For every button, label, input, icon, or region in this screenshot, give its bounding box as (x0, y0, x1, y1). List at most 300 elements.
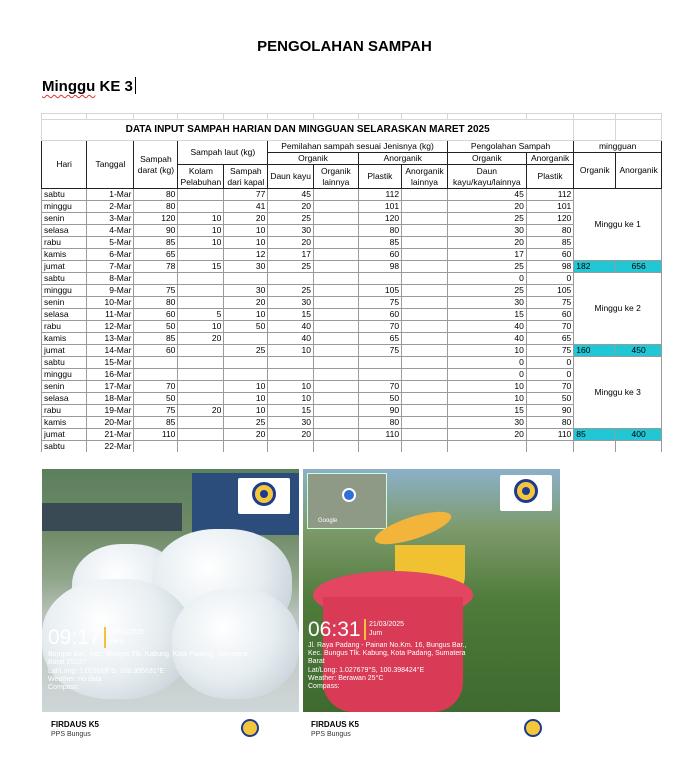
cell-p-org: 25 (447, 213, 526, 225)
cell-kapal (224, 369, 268, 381)
cell-plastik: 105 (358, 285, 401, 297)
cell-kolam (178, 357, 224, 369)
table-row (42, 189, 662, 201)
cell-daun: 20 (268, 201, 314, 213)
cell-kolam: 10 (178, 321, 224, 333)
cell-empty (574, 441, 616, 453)
cell-org-lain (313, 333, 358, 345)
cell-kolam: 10 (178, 225, 224, 237)
waste-table (41, 113, 662, 452)
cell-plastik: 98 (358, 261, 401, 273)
cell-tgl: 19-Mar (87, 405, 134, 417)
cell-p-org: 15 (447, 309, 526, 321)
cell-kolam (178, 429, 224, 441)
cell-hari: sabtu (42, 189, 87, 201)
cell-p-anorg: 110 (526, 429, 573, 441)
cell-kapal: 20 (224, 213, 268, 225)
cell-hari: rabu (42, 405, 87, 417)
cell-hari: sabtu (42, 441, 87, 453)
cell-plastik (358, 369, 401, 381)
cell-hari: selasa (42, 309, 87, 321)
cell-org-lain (313, 321, 358, 333)
photo-datebox (109, 628, 144, 646)
cell-tgl: 13-Mar (87, 333, 134, 345)
cell-tgl: 20-Mar (87, 417, 134, 429)
week-heading-rest: KE 3 (95, 78, 133, 95)
cell-kapal: 10 (224, 381, 268, 393)
cell-plastik: 90 (358, 405, 401, 417)
cell-p-org: 0 (447, 369, 526, 381)
cell-org-lain (313, 405, 358, 417)
cell-kapal: 30 (224, 285, 268, 297)
header-sampah-laut: Sampah laut (kg) (178, 141, 268, 165)
cell-tgl: 2-Mar (87, 201, 134, 213)
cell-plastik: 75 (358, 297, 401, 309)
cell-p-anorg: 0 (526, 369, 573, 381)
cell-p-org: 10 (447, 381, 526, 393)
text-cursor (135, 77, 136, 94)
cell-kolam (178, 297, 224, 309)
cell-darat: 120 (134, 213, 178, 225)
cell-p-org: 40 (447, 321, 526, 333)
cell-daun (268, 273, 314, 285)
week-organik-total: 182 (574, 261, 616, 273)
map-pin-icon (342, 488, 356, 502)
spreadsheet-image (41, 113, 662, 452)
cell-org-lain (313, 273, 358, 285)
cell-tgl: 5-Mar (87, 237, 134, 249)
divider-bar (104, 627, 106, 648)
cell-hari: kamis (42, 417, 87, 429)
cell-darat: 60 (134, 345, 178, 357)
table-row (42, 357, 662, 369)
table-row (42, 213, 662, 225)
cell-anorg-lain (402, 369, 448, 381)
cell-tgl: 11-Mar (87, 309, 134, 321)
cell-tgl: 3-Mar (87, 213, 134, 225)
header-organik: Organik (268, 153, 358, 165)
cell-daun: 10 (268, 381, 314, 393)
week-label: Minggu ke 2 (574, 273, 662, 345)
cell-p-anorg: 0 (526, 357, 573, 369)
cell-daun: 15 (268, 405, 314, 417)
cell-p-org: 25 (447, 285, 526, 297)
cell-tgl: 6-Mar (87, 249, 134, 261)
cell-hari: senin (42, 213, 87, 225)
cell-kolam (178, 441, 224, 453)
cell-plastik: 101 (358, 201, 401, 213)
table-banner: DATA INPUT SAMPAH HARIAN DAN MINGGUAN SELARASKAN MARET 2025 (42, 120, 574, 141)
cell-p-org: 20 (447, 201, 526, 213)
cell-p-org: 0 (447, 357, 526, 369)
cell-anorg-lain (402, 261, 448, 273)
photo-date: 20/03/2025 (109, 629, 145, 636)
table-row (42, 369, 662, 381)
cell-p-anorg (526, 441, 573, 453)
header-pengolahan: Pengolahan Sampah (447, 141, 573, 153)
cell-plastik: 50 (358, 393, 401, 405)
cell-anorg-lain (402, 417, 448, 429)
week-heading-word: Minggu (42, 78, 96, 95)
cell-daun: 40 (268, 333, 314, 345)
photo-info (48, 651, 248, 692)
cell-kolam: 10 (178, 237, 224, 249)
cell-kapal: 41 (224, 201, 268, 213)
cell-anorg-lain (402, 381, 448, 393)
header-kapal: Sampah dari kapal (224, 165, 268, 189)
cell-daun: 30 (268, 297, 314, 309)
cell-tgl: 22-Mar (87, 441, 134, 453)
cell-kapal: 10 (224, 405, 268, 417)
cell-plastik: 110 (358, 429, 401, 441)
footer-logo-icon (520, 718, 546, 738)
cell-kolam (178, 249, 224, 261)
cell-darat (134, 369, 178, 381)
cell-tgl: 8-Mar (87, 273, 134, 285)
cell-anorg-lain (402, 357, 448, 369)
cell-darat: 70 (134, 381, 178, 393)
cell-tgl: 10-Mar (87, 297, 134, 309)
cell-kolam (178, 345, 224, 357)
cell-tgl: 21-Mar (87, 429, 134, 441)
cell-p-org: 30 (447, 417, 526, 429)
cell-p-org: 17 (447, 249, 526, 261)
photo-compass: Compass: (308, 683, 340, 690)
header-p-anorganik: Anorganik (526, 153, 573, 165)
cell-kolam (178, 381, 224, 393)
cell-hari: selasa (42, 393, 87, 405)
header-anorganik-lainnya: Anorganik lainnya (402, 165, 448, 189)
cell-p-org: 15 (447, 405, 526, 417)
cell-tgl: 17-Mar (87, 381, 134, 393)
cell-kolam (178, 273, 224, 285)
divider-bar (364, 619, 366, 640)
cell-daun: 15 (268, 309, 314, 321)
cell-anorg-lain (402, 201, 448, 213)
cell-darat: 80 (134, 297, 178, 309)
cell-tgl: 18-Mar (87, 393, 134, 405)
ministry-logo-icon (500, 475, 552, 511)
cell-p-org: 45 (447, 189, 526, 201)
cell-kapal: 10 (224, 237, 268, 249)
cell-hari: jumat (42, 429, 87, 441)
table-row (42, 297, 662, 309)
cell-kapal: 25 (224, 345, 268, 357)
cell-anorg-lain (402, 213, 448, 225)
cell-p-anorg: 75 (526, 345, 573, 357)
cell-tgl: 14-Mar (87, 345, 134, 357)
photo-time: 09:17 (48, 626, 101, 649)
cell-plastik: 60 (358, 309, 401, 321)
week-anorganik-total: 656 (616, 261, 662, 273)
cell-daun: 17 (268, 249, 314, 261)
cell-p-anorg: 80 (526, 417, 573, 429)
cell-daun: 10 (268, 393, 314, 405)
cell-hari: minggu (42, 285, 87, 297)
cell-p-anorg: 101 (526, 201, 573, 213)
cell-p-org: 10 (447, 393, 526, 405)
cell-hari: sabtu (42, 357, 87, 369)
cell-darat: 50 (134, 321, 178, 333)
header-anorganik: Anorganik (358, 153, 447, 165)
header-plastik: Plastik (358, 165, 401, 189)
cell-darat: 78 (134, 261, 178, 273)
footer-name-2: FIRDAUS K5 (311, 720, 360, 729)
cell-darat: 110 (134, 429, 178, 441)
cell-hari: jumat (42, 261, 87, 273)
cell-p-anorg: 70 (526, 381, 573, 393)
table-row (42, 381, 662, 393)
cell-plastik: 112 (358, 189, 401, 201)
page-title: PENGOLAHAN SAMPAH (257, 38, 432, 55)
map-thumbnail (307, 473, 387, 529)
header-tanggal: Tanggal (87, 141, 134, 189)
header-p-plastik: Plastik (526, 165, 573, 189)
cell-hari: jumat (42, 345, 87, 357)
cell-daun: 45 (268, 189, 314, 201)
cell-kolam: 5 (178, 309, 224, 321)
cell-daun (268, 441, 314, 453)
table-row (42, 441, 662, 453)
cell-kolam (178, 201, 224, 213)
cell-plastik: 60 (358, 249, 401, 261)
cell-org-lain (313, 189, 358, 201)
cell-p-anorg: 50 (526, 393, 573, 405)
table-row (42, 333, 662, 345)
cell-empty (616, 441, 662, 453)
cell-tgl: 15-Mar (87, 357, 134, 369)
photo-weather: Weather: Berawan 25°C (308, 675, 384, 682)
cell-darat (134, 441, 178, 453)
photo-datebox (369, 620, 404, 638)
cell-p-anorg: 112 (526, 189, 573, 201)
cell-tgl: 9-Mar (87, 285, 134, 297)
header-mingguan: mingguan (574, 141, 662, 153)
week-organik-total: 160 (574, 345, 616, 357)
cell-hari: rabu (42, 237, 87, 249)
cell-darat: 80 (134, 189, 178, 201)
table-row (42, 393, 662, 405)
photo-address: Bungus Bar., Kec. Bungus Tlk. Kabung, Kota Padang, Sumatera Barat 25227 (48, 651, 248, 666)
cell-anorg-lain (402, 345, 448, 357)
cell-org-lain (313, 393, 358, 405)
header-m-organik: Organik (574, 153, 616, 189)
cell-kolam: 20 (178, 333, 224, 345)
cell-kapal: 77 (224, 189, 268, 201)
cell-daun: 10 (268, 345, 314, 357)
cell-anorg-lain (402, 225, 448, 237)
photo-date: 21/03/2025 (369, 621, 405, 628)
cell-hari: selasa (42, 225, 87, 237)
cell-anorg-lain (402, 321, 448, 333)
week-label: Minggu ke 3 (574, 357, 662, 429)
cell-p-org: 30 (447, 297, 526, 309)
photo-time: 06:31 (308, 618, 361, 641)
cell-p-anorg: 75 (526, 297, 573, 309)
cell-plastik (358, 273, 401, 285)
cell-kapal (224, 273, 268, 285)
cell-darat: 65 (134, 249, 178, 261)
week-label: Minggu ke 1 (574, 189, 662, 261)
table-row (42, 237, 662, 249)
week-organik-total: 85 (574, 429, 616, 441)
cell-daun: 20 (268, 429, 314, 441)
cell-daun: 30 (268, 225, 314, 237)
cell-hari: minggu (42, 369, 87, 381)
header-m-anorganik: Anorganik (616, 153, 662, 189)
photo-day: Kam (109, 638, 124, 645)
cell-anorg-lain (402, 285, 448, 297)
table-row (42, 273, 662, 285)
cell-org-lain (313, 249, 358, 261)
cell-daun: 25 (268, 213, 314, 225)
table-row (42, 429, 662, 441)
footer-logo-icon (237, 718, 263, 738)
cell-tgl: 12-Mar (87, 321, 134, 333)
cell-anorg-lain (402, 189, 448, 201)
cell-daun: 40 (268, 321, 314, 333)
header-pemilahan: Pemilahan sampah sesuai Jenisnya (kg) (268, 141, 448, 153)
cell-anorg-lain (402, 429, 448, 441)
header-hari: Hari (42, 141, 87, 189)
cell-tgl: 7-Mar (87, 261, 134, 273)
cell-plastik: 85 (358, 237, 401, 249)
cell-darat (134, 273, 178, 285)
photo-latlong: Lat/Long: 1.029516°S, 100.395631°E (48, 668, 165, 675)
cell-daun: 25 (268, 285, 314, 297)
cell-org-lain (313, 381, 358, 393)
cell-plastik: 120 (358, 213, 401, 225)
cell-darat: 50 (134, 393, 178, 405)
cell-anorg-lain (402, 273, 448, 285)
cell-p-org: 10 (447, 345, 526, 357)
cell-hari: kamis (42, 249, 87, 261)
cell-kolam: 15 (178, 261, 224, 273)
cell-p-org: 30 (447, 225, 526, 237)
cell-darat: 85 (134, 237, 178, 249)
cell-plastik: 70 (358, 381, 401, 393)
map-label: Google (318, 518, 338, 524)
cell-anorg-lain (402, 405, 448, 417)
cell-p-anorg: 80 (526, 225, 573, 237)
cell-plastik: 80 (358, 417, 401, 429)
cell-hari: senin (42, 381, 87, 393)
cell-org-lain (313, 213, 358, 225)
cell-kolam (178, 393, 224, 405)
cell-kapal (224, 441, 268, 453)
cell-daun: 30 (268, 417, 314, 429)
photo-latlong: Lat/Long: 1.027679°S, 100.398424°E (308, 667, 425, 674)
cell-p-anorg: 105 (526, 285, 573, 297)
cell-p-org: 20 (447, 237, 526, 249)
cell-tgl: 4-Mar (87, 225, 134, 237)
week-heading[interactable] (42, 77, 136, 95)
cell-p-anorg: 85 (526, 237, 573, 249)
cell-daun: 25 (268, 261, 314, 273)
table-row (42, 201, 662, 213)
cell-hari: minggu (42, 201, 87, 213)
cell-plastik (358, 441, 401, 453)
cell-darat: 80 (134, 201, 178, 213)
cell-darat: 90 (134, 225, 178, 237)
cell-kapal: 10 (224, 393, 268, 405)
cell-p-anorg: 70 (526, 321, 573, 333)
cell-kolam: 20 (178, 405, 224, 417)
cell-p-org: 40 (447, 333, 526, 345)
photo-plastic-bags (42, 469, 299, 712)
cell-p-anorg: 98 (526, 261, 573, 273)
cell-p-anorg: 0 (526, 273, 573, 285)
table-row (42, 249, 662, 261)
cell-anorg-lain (402, 297, 448, 309)
cell-kolam (178, 189, 224, 201)
photo-address: Jl. Raya Padang - Painan No.Km. 16, Bungus Bar., Kec. Bungus Tlk. Kabung, Kota Padang, Sumatera Barat (308, 642, 467, 665)
cell-hari: sabtu (42, 273, 87, 285)
cell-plastik: 65 (358, 333, 401, 345)
table-row (42, 309, 662, 321)
cell-org-lain (313, 261, 358, 273)
cell-kolam (178, 417, 224, 429)
header-p-organik: Organik (447, 153, 526, 165)
cell-org-lain (313, 201, 358, 213)
cell-org-lain (313, 309, 358, 321)
header-daun-kayu: Daun kayu (268, 165, 314, 189)
header-kolam: Kolam Pelabuhan (178, 165, 224, 189)
table-row (42, 225, 662, 237)
cell-org-lain (313, 285, 358, 297)
cell-plastik: 80 (358, 225, 401, 237)
cell-hari: kamis (42, 333, 87, 345)
cell-p-anorg: 120 (526, 213, 573, 225)
cell-anorg-lain (402, 237, 448, 249)
cell-tgl: 1-Mar (87, 189, 134, 201)
cell-org-lain (313, 417, 358, 429)
cell-anorg-lain (402, 441, 448, 453)
cell-darat: 85 (134, 417, 178, 429)
cell-p-org: 25 (447, 261, 526, 273)
cell-kapal (224, 333, 268, 345)
table-row (42, 261, 662, 273)
cell-kapal: 10 (224, 309, 268, 321)
header-p-daun: Daun kayu/kayu/lainnya (447, 165, 526, 189)
cell-darat: 85 (134, 333, 178, 345)
cell-p-org: 0 (447, 273, 526, 285)
cell-p-org: 20 (447, 429, 526, 441)
cell-kapal: 10 (224, 225, 268, 237)
cell-org-lain (313, 345, 358, 357)
cell-plastik: 70 (358, 321, 401, 333)
cell-p-anorg: 60 (526, 249, 573, 261)
cell-kapal: 50 (224, 321, 268, 333)
cell-hari: senin (42, 297, 87, 309)
photo-trash-bins (303, 469, 560, 712)
cell-anorg-lain (402, 393, 448, 405)
cell-org-lain (313, 429, 358, 441)
cell-kapal (224, 357, 268, 369)
cell-kolam: 10 (178, 213, 224, 225)
cell-darat (134, 357, 178, 369)
header-sampah-darat: Sampah darat (kg) (134, 141, 178, 189)
cell-org-lain (313, 357, 358, 369)
cell-kapal: 25 (224, 417, 268, 429)
cell-daun (268, 369, 314, 381)
footer-name-1: FIRDAUS K5 (51, 720, 100, 729)
cell-kapal: 30 (224, 261, 268, 273)
cell-kolam (178, 285, 224, 297)
cell-kapal: 12 (224, 249, 268, 261)
week-anorganik-total: 450 (616, 345, 662, 357)
cell-darat: 75 (134, 285, 178, 297)
